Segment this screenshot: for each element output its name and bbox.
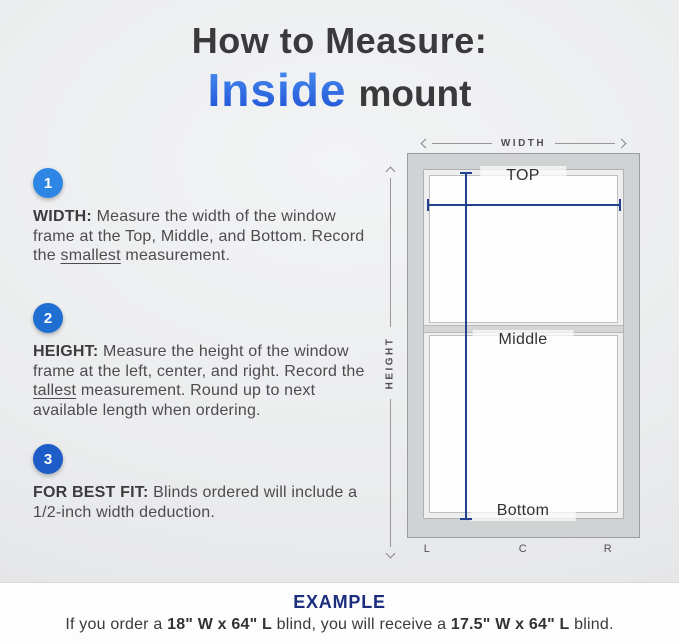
arrow-down-icon [385,549,395,559]
step-width [33,168,375,266]
step-1-number-badge: 1 [33,168,63,198]
tick-left-label: L [423,543,431,555]
arrow-left-icon [421,139,431,149]
top-position-label: TOP [480,166,566,186]
example-prefix: If you order a [65,616,168,633]
step-2-text [33,342,375,420]
step-1-body-after: measurement. [120,247,231,264]
arrow-up-icon [385,167,395,177]
width-arrow-line-left [432,143,492,144]
middle-position-label: Middle [473,330,574,350]
step-1-lead: WIDTH: [33,208,92,225]
tick-center-label: C [518,543,528,555]
step-best-fit [33,444,375,522]
height-measure-line [465,172,467,520]
step-3-text [33,483,375,522]
step-1-body: Measure the width of the window frame at the Top, Middle, and Bottom. Record the [33,208,365,264]
title-line1: How to Measure: [191,20,488,61]
width-arrow-line-right [555,143,615,144]
step-2-underlined-word: tallest [33,382,77,399]
tick-right-label: R [603,543,613,555]
arrow-right-icon [617,139,627,149]
example-suffix: blind. [569,616,614,633]
width-arrow [422,138,625,149]
height-arrow-line-bottom [390,399,391,548]
title-highlight-inside: Inside [207,64,347,116]
step-2-body: Measure the height of the window frame at the left, center, and right. Record the [33,343,365,380]
window-upper-pane [429,175,618,323]
example-received-size: 17.5" W x 64" L [450,616,570,633]
title-line2 [0,63,679,117]
step-2-lead: HEIGHT: [33,343,99,360]
bottom-position-label: Bottom [471,501,576,521]
example-ordered-size: 18" W x 64" L [167,616,273,633]
step-3-number-badge: 3 [33,444,63,474]
step-1-text [33,207,375,266]
height-arrow-line-top [390,178,391,327]
window-measure-diagram [380,130,665,575]
example-section [0,583,679,642]
step-1-underlined-word: smallest [60,247,121,264]
width-label: WIDTH [500,138,547,149]
height-label-wrap [382,330,398,396]
step-2-body-after: measurement. Round up to next available length when ordering. [33,382,316,419]
height-arrow [382,168,398,557]
step-3-lead: FOR BEST FIT: [33,484,149,501]
title-mount-word: mount [358,73,472,114]
example-sentence [0,616,679,634]
step-3-body: Blinds ordered will include a 1/2-inch width deduction. [33,484,358,521]
window-lower-pane [429,335,618,513]
height-label: HEIGHT [384,336,396,389]
page-title [0,20,679,117]
step-height [33,303,375,420]
step-2-number-badge: 2 [33,303,63,333]
width-measure-line [427,204,621,206]
example-middle: blind, you will receive a [272,616,451,633]
example-heading: EXAMPLE [293,592,386,612]
